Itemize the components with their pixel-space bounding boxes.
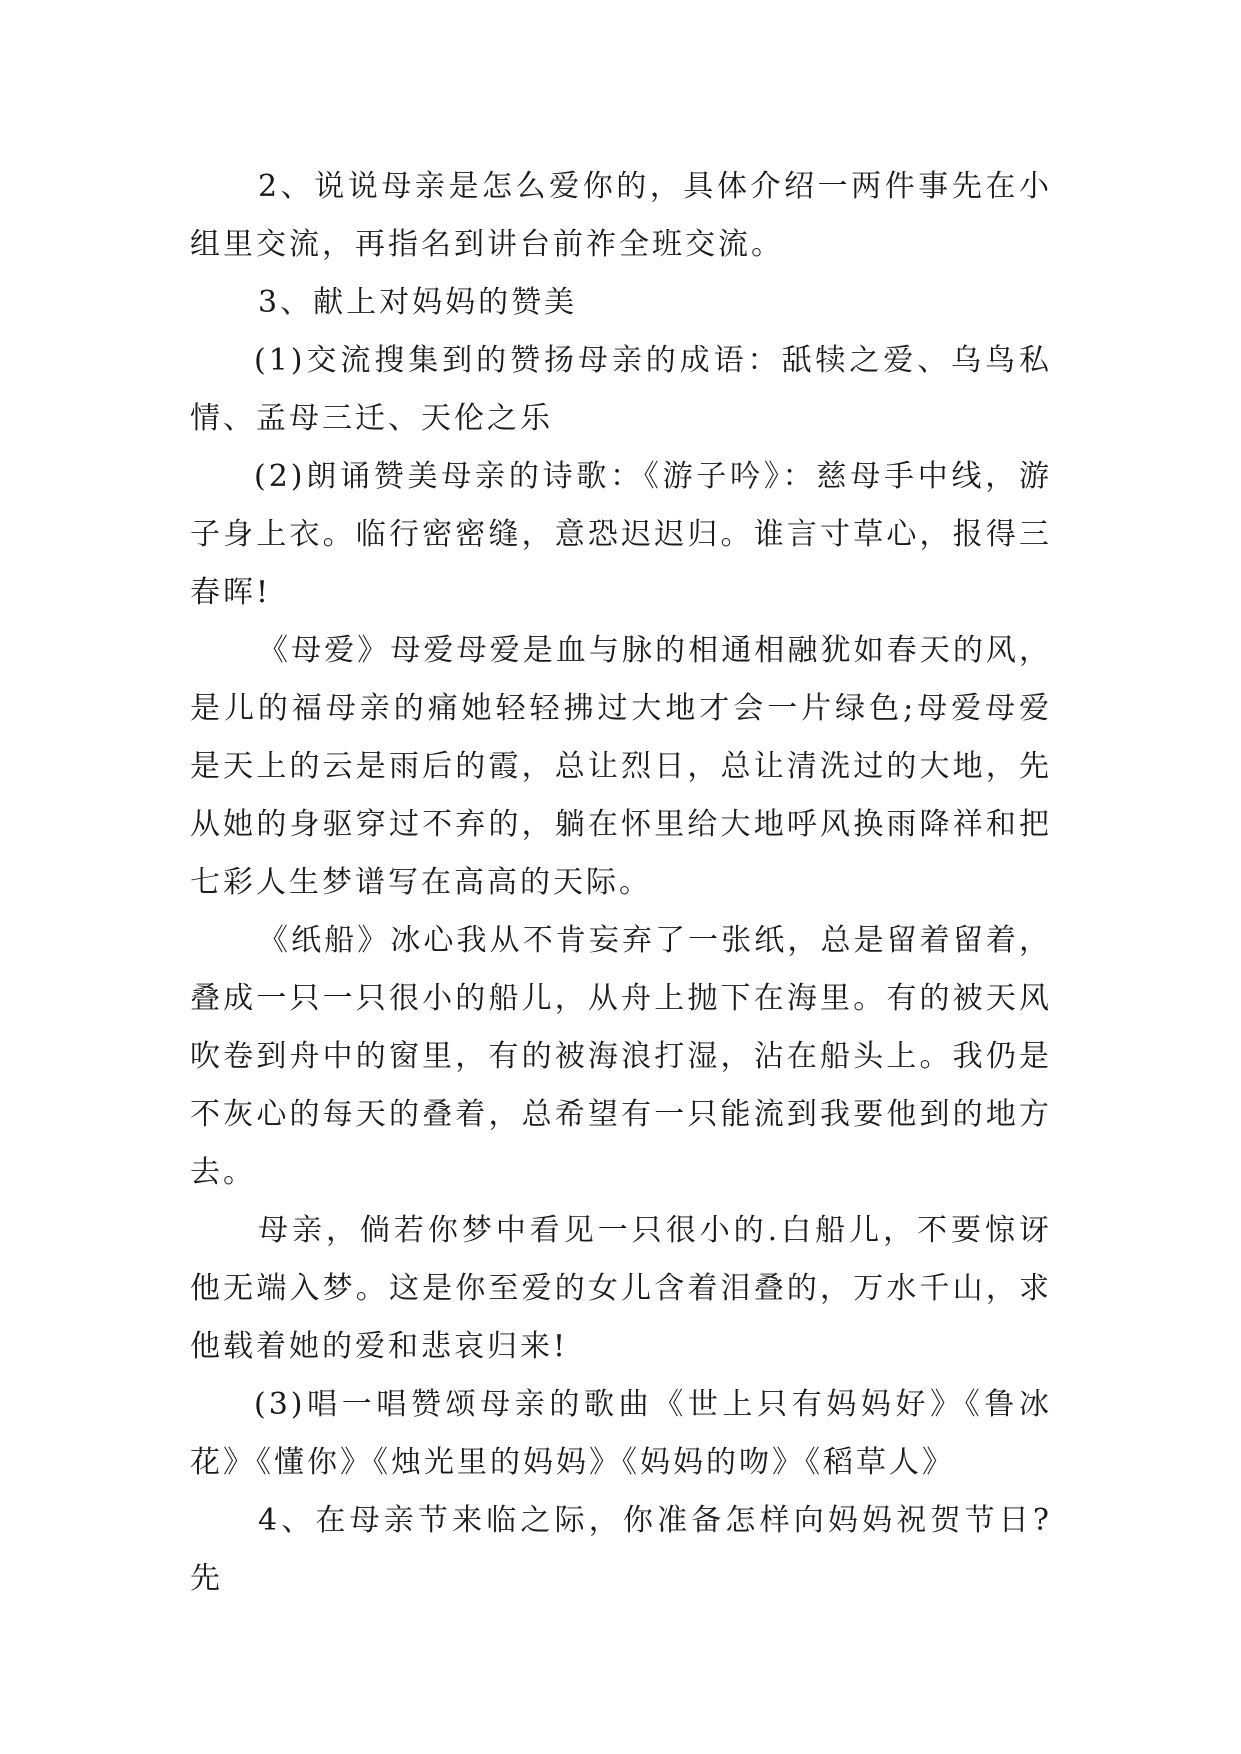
paragraph-share-mother-love: 2、说说母亲是怎么爱你的，具体介绍一两件事先在小组里交流，再指名到讲台前祚全班交流。 xyxy=(190,169,1052,262)
paragraph-poem-muai: 《母爱》母爱母爱是血与脉的相通相融犹如春天的风，是儿的福母亲的痛她轻轻拂过大地才会一片绿色;母爱母爱是天上的云是雨后的霞，总让烈日，总让清洗过的大地，先从她的身驱穿过不弃的，躺在怀里给大地呼风换雨降祥和把七彩人生梦谱写在高高的天际。 xyxy=(190,633,1052,900)
paragraph-mothers-day: 4、在母亲节来临之际，你准备怎样向妈妈祝贺节日?先 xyxy=(190,1503,1052,1596)
paragraph-poem-youziyin: (2)朗诵赞美母亲的诗歌：《游子吟》：慈母手中线，游子身上衣。临行密密缝，意恐迟迟归。谁言寸草心，报得三春晖! xyxy=(190,459,1052,610)
paragraph-songs: (3)唱一唱赞颂母亲的歌曲《世上只有妈妈好》《鲁冰花》《懂你》《烛光里的妈妈》《妈妈的吻》《稻草人》 xyxy=(190,1387,1052,1480)
document-page xyxy=(190,158,1052,1608)
paragraph-idioms: (1)交流搜集到的赞扬母亲的成语：舐犊之爱、乌鸟私情、孟母三迁、天伦之乐 xyxy=(190,343,1052,436)
paragraph-poem-zhichuan-continued: 母亲，倘若你梦中看见一只很小的.白船儿，不要惊讶他无端入梦。这是你至爱的女儿含着泪叠的，万水千山，求他载着她的爱和悲哀归来! xyxy=(190,1213,1052,1364)
paragraph-praise-heading: 3、献上对妈妈的赞美 xyxy=(258,285,578,320)
paragraph-poem-zhichuan: 《纸船》冰心我从不肯妄弃了一张纸，总是留着留着，叠成一只一只很小的船儿，从舟上抛下在海里。有的被天风吹卷到舟中的窗里，有的被海浪打湿，沾在船头上。我仍是不灰心的每天的叠着，总希望有一只能流到我要他到的地方去。 xyxy=(190,923,1052,1190)
